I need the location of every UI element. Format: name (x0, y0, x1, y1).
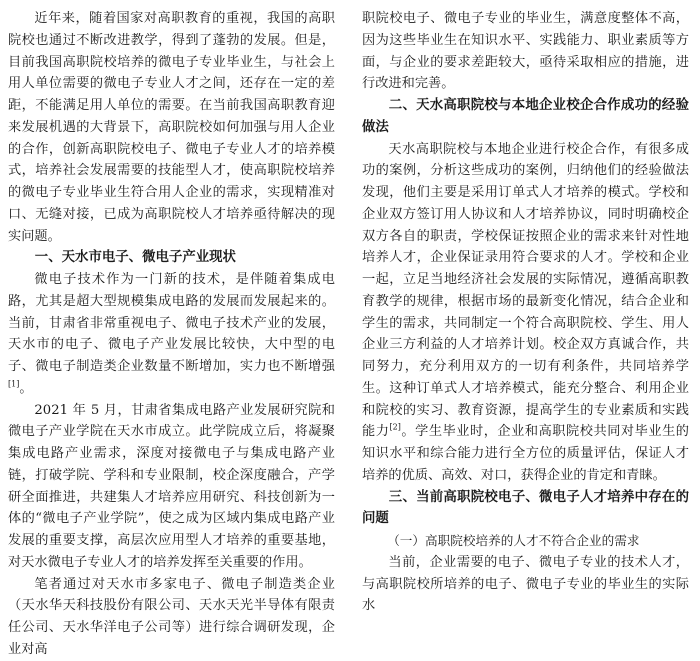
section-heading-1: 一、天水市电子、微电子产业现状 (34, 250, 236, 266)
section-3-paragraph-1: 当前，企业需要的电子、微电子专业的技术人才，与高职院校所培养的电子、微电子专业的毕业生的实际水 (362, 554, 689, 614)
subsection-heading-3-1: （一）高职院校培养的人才不符合企业的需求 (387, 533, 640, 548)
right-column (362, 8, 689, 617)
section-heading-2: 二、天水高职院校与本地企业校企合作成功的经验做法 (362, 98, 689, 135)
left-column (8, 8, 335, 661)
section-1-paragraph-1 (8, 269, 335, 400)
section-heading-3: 三、当前高职院校电子、微电子人才培养中存在的问题 (362, 489, 689, 527)
section-2-paragraph-1-text: 天水高职院校与本地企业进行校企合作，有很多成功的案例，分析这些成功的案例，归纳他们的经验做法发现，他们主要是采用订单式人才培养的模式。学校和企业双方签订用人协议和人才培养协议，同时明确校企双方各自的职责，学校保证按照企业的需求来针对性地培养人才，企业保证录用符合要求的人才。学校和企业一起，立足当地经济社会发展的实际情况，遵循高职教育教学的规律，根据市场的最新变化情况，结合企业和学生的需求，共同制定一个符合高职院校、学生、用人企业三方利益的人才培养计划。校企双方真诚合作，共同努力，充分利用双方的一切有利条件，共同培养学生。这种订单式人才培养模式，能充分整合、利用企业和院校的实习、教育资源，提高学生的专业素质和实践能力 (362, 141, 689, 440)
section-1-paragraph-1-text: 微电子技术作为一门新的技术，是伴随着集成电路，尤其是超大型规模集成电路的发展而发展起来的。当前，甘肃省非常重视电子、微电子技术产业的发展，天水市的电子、微电子产业发展比较快，大中型的电子、微电子制造类企业数量不断增加，实力也不断增强 (8, 272, 335, 374)
intro-paragraph: 近年来，随着国家对高职教育的重视，我国的高职院校也通过不断改进教学，得到了蓬勃的发展。但是，目前我国高职院校培养的微电子专业毕业生，与社会上用人单位需要的微电子专业人才之间，还存在一定的差距，不能满足用人单位的需要。在当前我国高职教育迎来发展机遇的大背景下，高职院校如何加强与用人企业的合作，创新高职院校电子、微电子专业人才的培养模式，培养社会发展需要的技能型人才，使高职院校培养的微电子专业毕业生符合用人企业的需求，实现精准对口、无缝对接，已成为高职院校人才培养亟待解决的现实问题。 (8, 11, 335, 244)
section-2-paragraph-1-end: 。学生毕业时，企业和高职院校共同对毕业生的知识水平和综合能力进行全方位的质量评估，保证人才培养的优质、高效、对口，获得企业的肯定和青睐。 (362, 424, 690, 483)
continued-paragraph: 职院校电子、微电子专业的毕业生，满意度整体不高，因为这些毕业生在知识水平、实践能力、职业素质等方面，与企业的要求差距较大，亟待采取相应的措施，进行改进和完善。 (362, 11, 689, 92)
citation-ref-2: [2] (389, 422, 401, 432)
section-1-paragraph-3: 笔者通过对天水市多家电子、微电子制造类企业（天水华天科技股份有限公司、天水天光半导体有限责任公司、天水华洋电子公司等）进行综合调研发现，企业对高 (8, 576, 335, 657)
section-2-paragraph-1 (362, 139, 689, 487)
section-1-paragraph-1-end: 。 (19, 380, 33, 396)
citation-ref-1: [1] (8, 379, 20, 389)
section-1-paragraph-2: 2021 年 5 月，甘肃省集成电路产业发展研究院和微电子产业学院在天水市成立。此学院成立后，将凝聚集成电路产业需求，深度对接微电子与集成电路产业链，打破学院、学科和专业限制，校企深度融合，产学研全面推进，共建集人才培养应用研究、科技创新为一体的“微电子产业学院”，使之成为区域内集成电路产业发展的重要支撑，高层次应用型人才培养的重要基地，对天水微电子专业人才的培养发挥至关重要的作用。 (8, 402, 335, 570)
